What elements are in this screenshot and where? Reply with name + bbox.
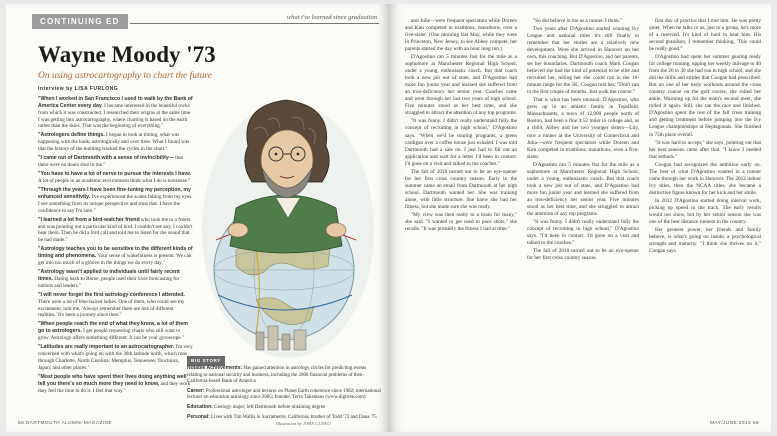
section-rule xyxy=(130,23,379,24)
quote-body: A lot of people in an academic environment think what I do is nonsense." xyxy=(38,178,191,185)
body-paragraph: Coogan had recognized the ambition early on. The best of what D'Agostino wanted in a runner came through her work in Hanover. The 2012 indoor Ivy titles, then the NCAA titles, she became a distinctive figure known for her kick and her smile. xyxy=(649,161,761,196)
text-column-2 xyxy=(527,18,639,263)
quote-lead: "I learned a lot from a bird-watcher friend xyxy=(38,216,140,223)
magazine-spread xyxy=(6,4,771,432)
body-paragraph: "It was funny. I didn't really understand fully the concept of recruiting in high school," D'Agostino says. "I'd been in contact. I'd gone on a visit and talked to the coaches." xyxy=(527,218,639,246)
body-paragraph: That is what has been unusual: D'Agostino, who grew up in an athletic family in Topsfield, Massachusetts, a town of 12,000 people north of Boston, had been a fine 4:52 miler in college and, as a child, Abbey and her two younger sisters—Lily, now a runner at the University of Connecticut and Julia—were frequent spectators while Doreen and Kim competed in triathlons, marathons, even a five-sister. xyxy=(527,97,639,160)
big-story-item-text: Professional astrologer and lecturer on Planet Earth coherence since 1982; international lecturer on education astrology since 2005; founder, Terra Talismans (www.digitree.com) xyxy=(187,388,381,401)
quote-lead: "You have to have a lot of nerve to pursue the interests I have. xyxy=(38,171,192,178)
quote-lead: "Astrologers define things. xyxy=(38,132,105,139)
body-paragraph: Her greatest power, her friends and family believe, is what's going on inside, a psychological strength and maturity. "I think she thrives on it," Coogan says. xyxy=(649,226,761,254)
big-story-item-label: Education: xyxy=(187,403,213,410)
body-paragraph: D'Agostino ran 5 minutes fast for the mile as a sophomore at Manchester Regional High School, under a young, enthusiastic coach. But that coach took a new job out of state, and D'Agostino had more fun junior year and learned she suffered from an iron-deficiency her senior year. Coaches came and went through her last two years of high school. Five minutes stood as her best time, and she struggled to attract the attention of any top programs. xyxy=(405,54,517,117)
big-story-item-text: Geology major; left Dartmouth before obtaining degree xyxy=(212,404,326,410)
left-page xyxy=(6,4,389,432)
quote-paragraph xyxy=(38,187,193,214)
right-page xyxy=(389,4,771,432)
section-label: CONTINUING ED xyxy=(32,14,128,29)
article-title: Wayne Moody '73 xyxy=(38,42,216,67)
quote-body: There were a lot of blue-haired ladies. One of them, who could see my excitement, told me, 'Always remember there are lots of different realities.' It's been a journey since then." xyxy=(38,298,185,319)
quote-paragraph xyxy=(38,269,193,290)
quote-paragraph xyxy=(38,132,193,153)
body-paragraph: The fall of 2010 turned out to be an eye-opener for her first cross country season. Early in the summer came an email from Dartmouth at her high school. Dartmouth wanted her. She was training alone, with little structure. She knew she had her fitness, but she made sure she was ready. xyxy=(405,168,517,210)
illustration-credit: Illustration by JOHN CUNEO xyxy=(276,421,331,426)
body-paragraph: In 2012 D'Agostino started doing interval work, picking up speed in the track. The early results would not show, but by her senior season she was one of the best distance runners in the country. xyxy=(649,197,761,225)
quote-paragraph xyxy=(38,292,193,319)
body-paragraph: "It was hard to accept," she says, pointing out that her best seasons came after that. "I know I needed that setback." xyxy=(649,139,761,160)
body-paragraph: The fall of 2010 turned out to be an eye-opener for her first cross country season. xyxy=(527,248,639,262)
quote-body: I began to look at timing, what was happening with the bank, astrologically and over time. What I found was that the history of the building tracked the cycles in the chart." xyxy=(38,132,190,153)
big-story-item xyxy=(187,388,382,402)
quote-lead: "Through the years I have been fine-tuning my perception, my enhanced sensitivity. xyxy=(38,187,191,200)
body-paragraph: D'Agostino ran 5 minutes flat for the mile as a sophomore at Manchester Regional High School, under a young, enthusiastic coach. But that coach took a new job out of state, and D'Agostino had more fun junior year and learned she suffered from an iron-deficiency her senior year. Five minutes stood as her best time, and she struggled to attract the attention of any top programs. xyxy=(527,161,639,217)
big-story-item-label: Notable Achievements: xyxy=(187,365,243,371)
text-column-1 xyxy=(405,18,517,234)
quote-paragraph xyxy=(38,321,193,342)
big-story-item-label: Personal: xyxy=(187,413,210,420)
big-story-item xyxy=(187,404,382,412)
big-story-item-text: Has gained attention in astrology circles for predicting events relating to national security and business, including the 2008 financial problems of then-California-based Bank of America xyxy=(187,366,367,385)
quote-lead: "Most people who have spent their lives doing anything well tell you there's so much more they need to know, xyxy=(38,373,187,387)
body-paragraph: "It was funny. I didn't really understand fully the concept of recruiting in high school," D'Agostino says. "When we'd be touring programs, a green cardigan over a coffee house just exhaled. I was told Dartmouth had a sale on. I just had to fill out an application and wait for a letter. I'd been in contact. I'd gone on a visit and talked to the coaches." xyxy=(405,118,517,167)
quote-paragraph xyxy=(38,374,193,395)
quote-body: I get people requesting charts who still want to grow. Astrology offers something different. It can be your gyroscope." xyxy=(38,328,184,342)
big-story-label: BIG STORY xyxy=(187,356,225,366)
body-paragraph: D'Agostino had spent her summer gearing ready for college running, upping her weekly mileage to 40 from the 20 to 30 she had run in high school, and she did the drills and strides that Coogan had prescribed. But on one of her early workouts around the cross country course on the golf course, she rolled her ankle. Warming up for the team's second meet, she rolled it again. Still, she ran the race and finished. D'Agostino spent the rest of the fall cross training and getting treatment before jumping into the Ivy League championships at Heptagonals. She finished in 75th place overall. xyxy=(649,54,761,138)
quote-body: I've experienced the scales falling from my eyes. I see something from its unique perspective and trust that. I have the confidence to say I'm sure." xyxy=(38,193,193,214)
article-subtitle: On using astrocartography to chart the future xyxy=(38,71,212,81)
quote-lead: "Astrology teaches you to be sensitive to the different kinds of timing and phenomena. xyxy=(38,246,193,260)
byline: Interview by LISA FURLONG xyxy=(38,86,119,92)
quote-body: I'm very concerned with what's going on with the 36th latitude north, which runs through Charlotte, North Carolina; Memphis, Tennessee; Tsuchiura, Japan; and other places." xyxy=(38,344,193,371)
body-paragraph: Two years after D'Agostino started winning Ivy League and national titles it's still finally to remember that her stories are a relatively new development. Were she arrived in Hanover on her own, this coaching. But D'Agostino, and her parents, set her boundaries. Dartmouth coach Mark Coogan believed she had the kind of potential to be elite and recruited her, telling her she could run in the 16-minute range for the 5K. Coogan told her, "Don't run in the first couple of months. Just walk the course." xyxy=(527,26,639,96)
right-folio: MAY/JUNE 2013 59 xyxy=(710,421,759,426)
quote-body: Your sense of wakefulness is present. We can get into too much of a groove in the things we do every day." xyxy=(38,253,192,267)
quote-lead: "I came out of Dartmouth with a sense of invincibility— xyxy=(38,155,174,162)
body-paragraph: first day of practice that I met him. He was pretty quiet. When he talks to us, just to a group, he's more of a reserved. It's kind of hard to hear him. His second grandson, I remember thinking, 'This could be really good.'" xyxy=(649,18,761,53)
quote-lead: "When I worked in San Francisco I used to walk by the Bank of America Center every day. xyxy=(38,96,193,109)
left-folio: 58 DARTMOUTH ALUMNI MAGAZINE xyxy=(18,421,113,426)
big-story-item-label: Career: xyxy=(187,387,205,394)
big-story-items xyxy=(187,365,382,423)
quote-body: that there were no doors shut to me." xyxy=(38,155,183,169)
quote-paragraph xyxy=(38,217,193,244)
big-story-box xyxy=(187,356,382,420)
quote-paragraph xyxy=(38,171,193,185)
quote-lead: "Astrology wasn't applied to individuals until fairly recent times. xyxy=(38,269,180,282)
quote-lead: "I will never forget the first astrology conference I attended. xyxy=(38,291,185,298)
quote-paragraph xyxy=(38,344,193,371)
body-paragraph: "So did believe in me as a runner. I think." xyxy=(533,18,623,24)
quote-paragraph xyxy=(38,155,193,169)
quote-body: Dating back to Rome, people used their lives forecasting for nations and leaders." xyxy=(38,275,180,289)
quote-lead: "When people reach the end of what they know, a lot of them go to astrologers. xyxy=(38,321,188,335)
quote-body: who took me to a forest and was pointing out a particular kind of bird. I couldn't see any. I couldn't hear them. Then he did a bird call and told me to listen for the sound that he had made." xyxy=(38,216,193,244)
quote-body: I became interested in the beautiful rocks from which it was constructed. I researched their origins at the same time I was getting into astrocartography, where charting is based on the earth rather than the skies. That was the beginning of everything." xyxy=(38,102,191,130)
quote-paragraph xyxy=(38,96,193,130)
portrait-illustration xyxy=(196,90,376,362)
quote-body: and they work they feel the time to do it. I feel that way." xyxy=(38,380,191,394)
interview-quotes xyxy=(38,96,193,397)
big-story-item xyxy=(187,365,382,386)
quote-paragraph xyxy=(38,246,193,267)
text-column-3 xyxy=(649,18,761,256)
section-subtitle: what i've learned since graduation xyxy=(283,14,377,21)
big-story-item-text: Lives with Tim Wallis in Sacramento, California; brother of Todd '72 and Dana '75 xyxy=(209,414,377,420)
body-paragraph: "My view was then really to a brain for many," she said. "I wanted to get used to pace shots," she recalls. "It was probably the fitness I had at time." xyxy=(405,211,517,232)
quote-lead: "Latitudes are really important to an astrocartographer. xyxy=(38,344,175,351)
body-paragraph: and Julie—were frequent spectators while Doreen and Kim competed in triathlons, marathons, over a five-sister. (One morning last May, while they were in Princeton, New Jersey, to see Abbey compete, her parents started the day with an hour long run.) xyxy=(405,18,517,53)
